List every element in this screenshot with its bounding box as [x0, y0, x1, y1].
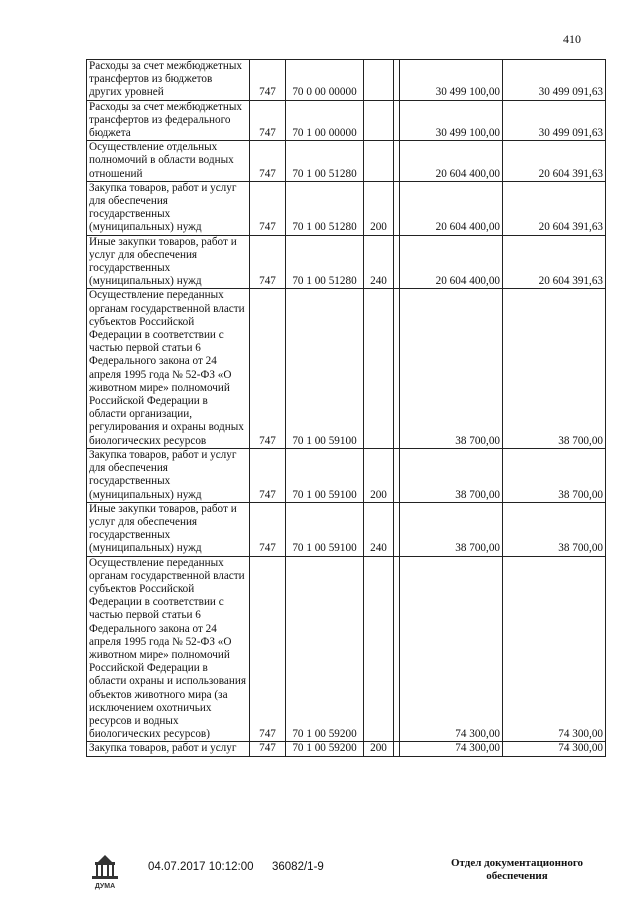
row-code: 747: [250, 289, 286, 448]
row-fact: 20 604 391,63: [503, 235, 606, 289]
table-row: [87, 100, 606, 141]
row-fact: 20 604 391,63: [503, 181, 606, 235]
row-csr: 70 1 00 00000: [286, 100, 364, 141]
row-code: 747: [250, 141, 286, 182]
page-number: 410: [563, 32, 581, 46]
row-name: Закупка товаров, работ и услуг для обеспечения государственных (муниципальных) нужд: [87, 181, 250, 235]
budget-table: [86, 59, 606, 757]
table-row: [87, 60, 606, 101]
row-vr: 240: [364, 502, 394, 556]
row-plan: 30 499 100,00: [400, 60, 503, 101]
row-code: 747: [250, 235, 286, 289]
row-csr: 70 1 00 51280: [286, 235, 364, 289]
row-name: Расходы за счет межбюджетных трансфертов из бюджетов других уровней: [87, 60, 250, 101]
row-fact: 20 604 391,63: [503, 141, 606, 182]
row-fact: 74 300,00: [503, 556, 606, 742]
row-code: 747: [250, 100, 286, 141]
row-plan: 20 604 400,00: [400, 141, 503, 182]
svg-text:ДУМА: ДУМА: [94, 883, 116, 890]
row-name: Закупка товаров, работ и услуг: [87, 742, 250, 756]
table-row: [87, 181, 606, 235]
table-row: [87, 141, 606, 182]
row-name: Осуществление переданных органам государственной власти субъектов Российской Федерации в соответствии с частью первой статьи 6 Федерального закона от 24 апреля 1995 года № 52-ФЗ «О животном мире» полномочий Российской Федерации в области охраны и использования объектов животного мира (за исключением охотничьих ресурсов и водных биологических ресурсов): [87, 556, 250, 742]
row-plan: 74 300,00: [400, 556, 503, 742]
table-row: [87, 448, 606, 502]
row-name: Иные закупки товаров, работ и услуг для обеспечения государственных (муниципальных) нужд: [87, 235, 250, 289]
row-csr: 70 0 00 00000: [286, 60, 364, 101]
row-csr: 70 1 00 59200: [286, 556, 364, 742]
row-vr: [364, 289, 394, 448]
footer-department: [432, 857, 602, 883]
row-code: 747: [250, 181, 286, 235]
footer-dept-line1: Отдел документационного: [450, 857, 584, 869]
duma-seal-logo: [86, 852, 124, 892]
row-fact: 38 700,00: [503, 289, 606, 448]
footer-doc-number: 36082/1-9: [272, 861, 324, 873]
row-vr: [364, 100, 394, 141]
row-name: Иные закупки товаров, работ и услуг для обеспечения государственных (муниципальных) нужд: [87, 502, 250, 556]
row-plan: 38 700,00: [400, 448, 503, 502]
table-row: [87, 742, 606, 756]
row-plan: 38 700,00: [400, 289, 503, 448]
row-name: Осуществление переданных органам государственной власти субъектов Российской Федерации в соответствии с частью первой статьи 6 Федерального закона от 24 апреля 1995 года № 52-ФЗ «О животном мире» полномочий Российской Федерации в области организации, регулирования и охраны водных биологических ресурсов: [87, 289, 250, 448]
row-fact: 38 700,00: [503, 448, 606, 502]
row-vr: [364, 556, 394, 742]
footer-date: 04.07.2017 10:12:00: [148, 861, 254, 873]
row-vr: 240: [364, 235, 394, 289]
footer-dept-line2: обеспечения: [486, 870, 548, 882]
row-plan: 74 300,00: [400, 742, 503, 756]
row-csr: 70 1 00 51280: [286, 141, 364, 182]
row-code: 747: [250, 502, 286, 556]
row-csr: 70 1 00 51280: [286, 181, 364, 235]
row-name: Закупка товаров, работ и услуг для обеспечения государственных (муниципальных) нужд: [87, 448, 250, 502]
row-fact: 38 700,00: [503, 502, 606, 556]
row-plan: 20 604 400,00: [400, 235, 503, 289]
row-code: 747: [250, 556, 286, 742]
row-fact: 30 499 091,63: [503, 100, 606, 141]
row-code: 747: [250, 742, 286, 756]
table-row: [87, 502, 606, 556]
row-vr: [364, 141, 394, 182]
row-vr: [364, 60, 394, 101]
row-csr: 70 1 00 59100: [286, 289, 364, 448]
row-code: 747: [250, 448, 286, 502]
row-name: Осуществление отдельных полномочий в области водных отношений: [87, 141, 250, 182]
row-fact: 74 300,00: [503, 742, 606, 756]
table-row: [87, 556, 606, 742]
row-csr: 70 1 00 59200: [286, 742, 364, 756]
row-plan: 38 700,00: [400, 502, 503, 556]
row-fact: 30 499 091,63: [503, 60, 606, 101]
table-row: [87, 289, 606, 448]
row-csr: 70 1 00 59100: [286, 448, 364, 502]
row-plan: 30 499 100,00: [400, 100, 503, 141]
row-name: Расходы за счет межбюджетных трансфертов из федерального бюджета: [87, 100, 250, 141]
row-plan: 20 604 400,00: [400, 181, 503, 235]
row-vr: 200: [364, 448, 394, 502]
row-vr: 200: [364, 181, 394, 235]
table-row: [87, 235, 606, 289]
row-vr: 200: [364, 742, 394, 756]
row-code: 747: [250, 60, 286, 101]
row-csr: 70 1 00 59100: [286, 502, 364, 556]
